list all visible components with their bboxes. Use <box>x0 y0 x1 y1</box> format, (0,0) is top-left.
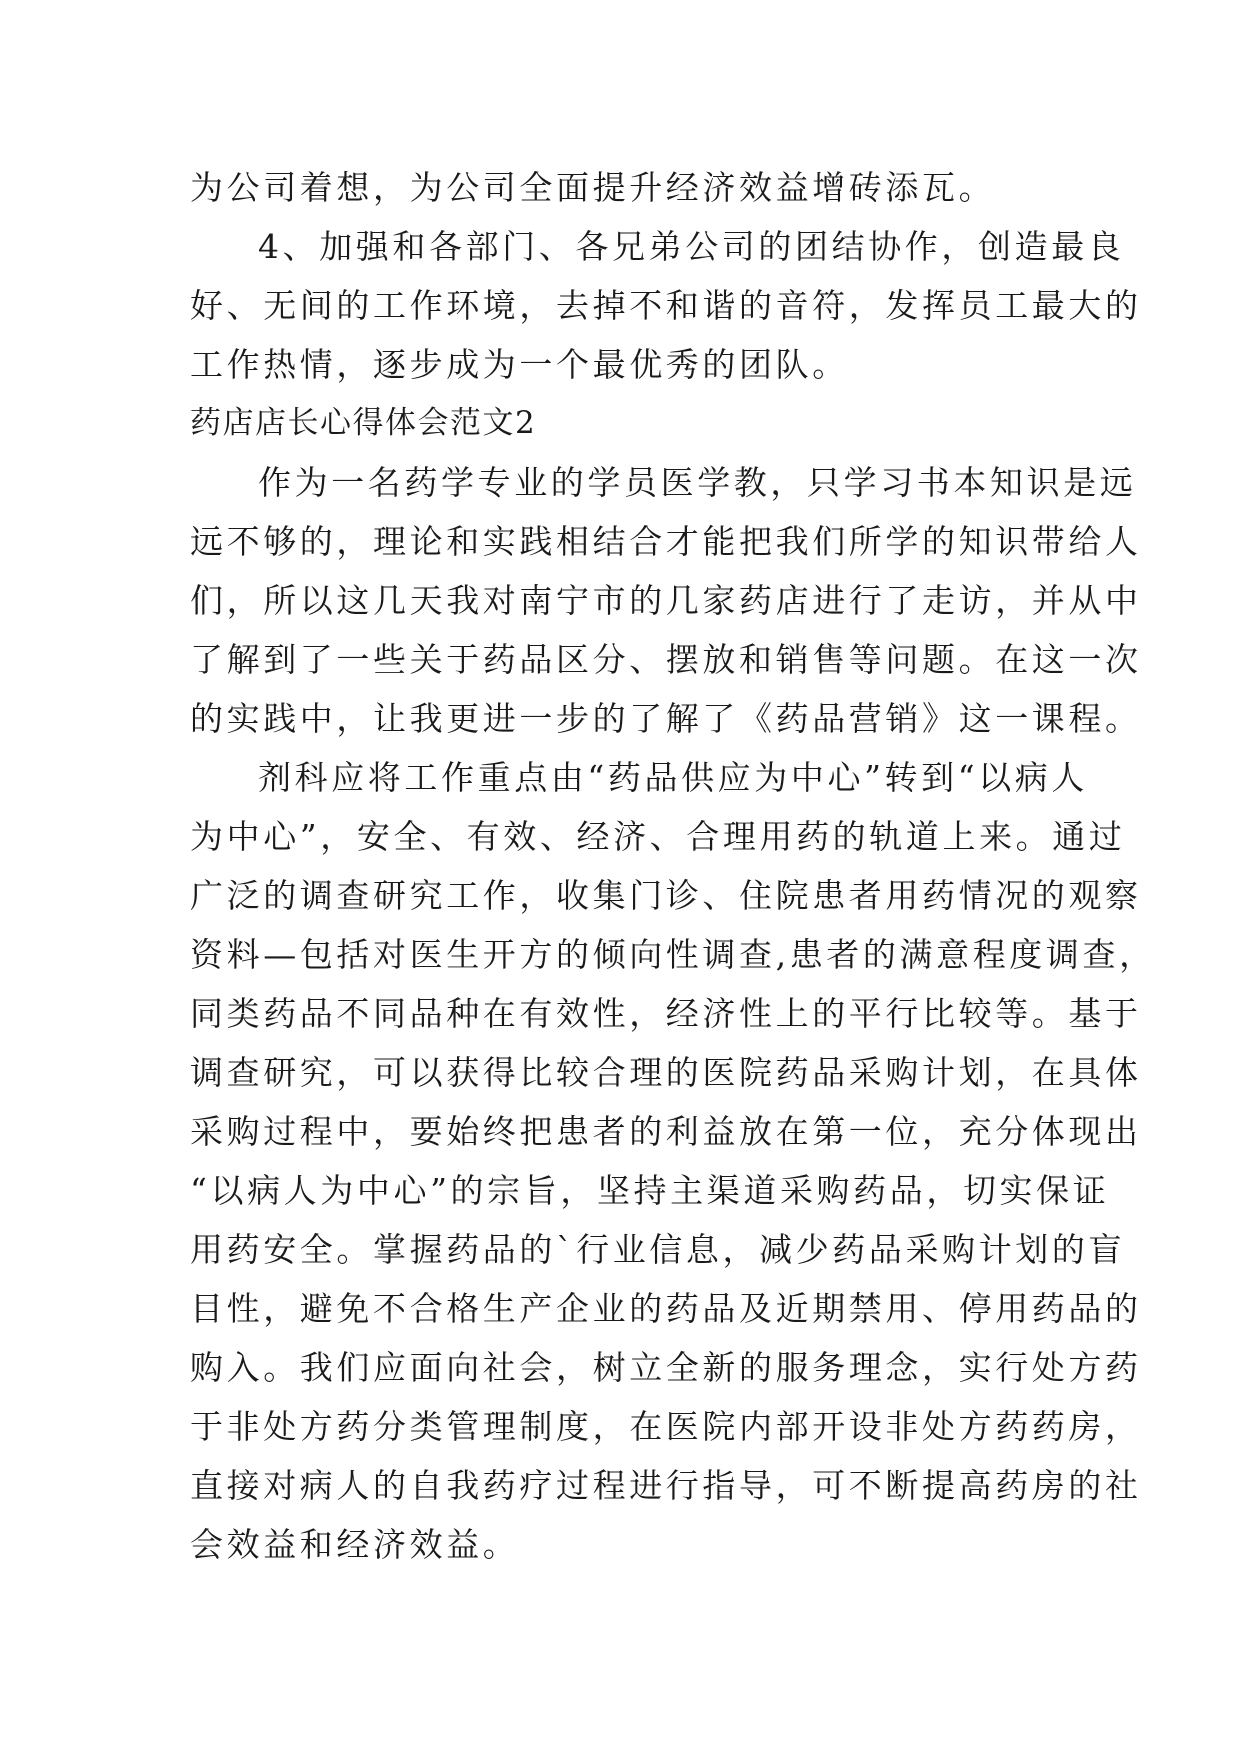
paragraph-line: 们，所以这几天我对南宁市的几家药店进行了走访，并从中 <box>190 581 1142 620</box>
section-heading: 药店店长心得体会范文2 <box>190 405 537 441</box>
paragraph-line: 会效益和经济效益。 <box>190 1525 520 1564</box>
paragraph-line: 于非处方药分类管理制度，在医院内部开设非处方药药房， <box>190 1407 1142 1446</box>
paragraph-line: 广泛的调查研究工作，收集门诊、住院患者用药情况的观察 <box>190 876 1142 915</box>
paragraph-line: 用药安全。掌握药品的`行业信息，减少药品采购计划的盲 <box>190 1230 1126 1269</box>
paragraph-line: 4、加强和各部门、各兄弟公司的团结协作，创造最良 <box>258 227 1125 266</box>
paragraph-line: 直接对病人的自我药疗过程进行指导，可不断提高药房的社 <box>190 1466 1142 1505</box>
paragraph-line: 了解到了一些关于药品区分、摆放和销售等问题。在这一次 <box>190 640 1142 679</box>
paragraph-line: 远不够的，理论和实践相结合才能把我们所学的知识带给人 <box>190 522 1142 561</box>
paragraph-line: 购入。我们应面向社会，树立全新的服务理念，实行处方药 <box>190 1348 1142 1387</box>
paragraph-line: 好、无间的工作环境，去掉不和谐的音符，发挥员工最大的 <box>190 286 1142 325</box>
paragraph-line: 工作热情，逐步成为一个最优秀的团队。 <box>190 345 849 384</box>
document-page <box>190 158 1156 1574</box>
paragraph-line: 的实践中，让我更进一步的了解了《药品营销》这一课程。 <box>190 699 1142 738</box>
paragraph-line: 采购过程中，要始终把患者的利益放在第一位，充分体现出 <box>190 1112 1142 1151</box>
paragraph-line: 资料—包括对医生开方的倾向性调查,患者的满意程度调查， <box>190 935 1156 974</box>
paragraph-line: 目性，避免不合格生产企业的药品及近期禁用、停用药品的 <box>190 1289 1142 1328</box>
paragraph-line: 同类药品不同品种在有效性，经济性上的平行比较等。基于 <box>190 994 1142 1033</box>
paragraph-line: 作为一名药学专业的学员医学教，只学习书本知识是远 <box>258 463 1137 502</box>
paragraph-line: 调查研究，可以获得比较合理的医院药品采购计划，在具体 <box>190 1053 1142 1092</box>
paragraph-line: 剂科应将工作重点由“药品供应为中心”转到“以病人 <box>258 758 1089 797</box>
paragraph-line: “以病人为中心”的宗旨，坚持主渠道采购药品，切实保证 <box>190 1171 1110 1210</box>
paragraph-line: 为公司着想，为公司全面提升经济效益增砖添瓦。 <box>190 168 996 207</box>
paragraph-line: 为中心”，安全、有效、经济、合理用药的轨道上来。通过 <box>190 817 1126 856</box>
